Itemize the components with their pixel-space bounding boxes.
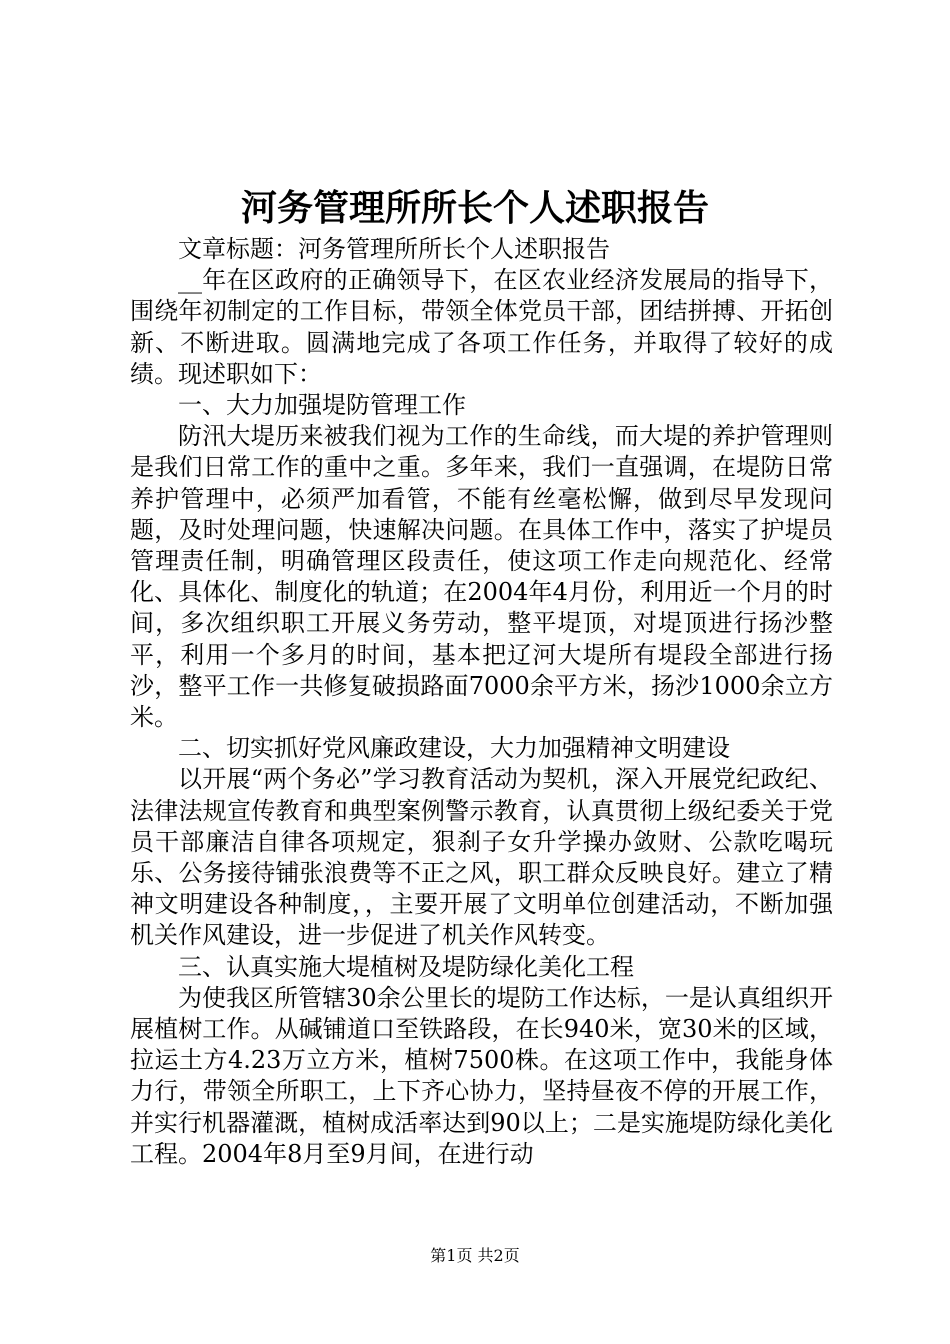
paragraph-section-1: 防汛大堤历来被我们视为工作的生命线，而大堤的养护管理则是我们日常工作的重中之重。多年来，我们一直强调，在堤防日常养护管理中，必须严加看管，不能有丝毫松懈，做到尽早发现问题，及时处理问题，快速解决问题。在具体工作中，落实了护堤员管理责任制，明确管理区段责任，使这项工作走向规范化、经常化、具体化、制度化的轨道；在2004年4月份，利用近一个月的时间，多次组织职工开展义务劳动，整平堤顶，对堤顶进行扬沙整平，利用一个多月的时间，基本把辽河大堤所有堤段全部进行扬沙，整平工作一共修复破损路面7000余平方米，扬沙1000余立方米。	[130, 422, 833, 732]
section-heading-3: 三、认真实施大堤植树及堤防绿化美化工程	[178, 952, 634, 981]
page-footer: 第1页 共2页	[430, 1246, 520, 1265]
section-heading-2: 二、切实抓好党风廉政建设，大力加强精神文明建设	[178, 734, 730, 763]
paragraph-section-3: 为使我区所管辖30余公里长的堤防工作达标，一是认真组织开展植树工作。从碱铺道口至铁路段，在长940米，宽30米的区域，拉运土方4.23万立方米，植树7500株。在这项工作中，我能身体力行，带领全所职工，上下齐心协力，坚持昼夜不停的开展工作，并实行机器灌溉，植树成活率达到90以上；二是实施堤防绿化美化工程。2004年8月至9月间，在进行动	[130, 983, 833, 1168]
document-title: 河务管理所所长个人述职报告	[240, 187, 709, 229]
document-body	[130, 234, 833, 1170]
paragraph-section-2: 以开展“两个务必”学习教育活动为契机，深入开展党纪政纪、法律法规宣传教育和典型案例警示教育，认真贯彻上级纪委关于党员干部廉洁自律各项规定，狠刹子女升学操办敛财、公款吃喝玩乐、公务接待铺张浪费等不正之风，职工群众反映良好。建立了精神文明建设各种制度，，主要开展了文明单位创建活动，不断加强机关作风建设，进一步促进了机关作风转变。	[130, 765, 833, 950]
paragraph-article-title: 文章标题：河务管理所所长个人述职报告	[178, 235, 610, 263]
paragraph-intro: __年在区政府的正确领导下，在区农业经济发展局的指导下，围绕年初制定的工作目标，带领全体党员干部，团结拼搏、开拓创新、不断进取。圆满地完成了各项工作任务，并取得了较好的成绩。现述职如下：	[130, 266, 833, 388]
section-heading-1: 一、大力加强堤防管理工作	[178, 391, 466, 420]
